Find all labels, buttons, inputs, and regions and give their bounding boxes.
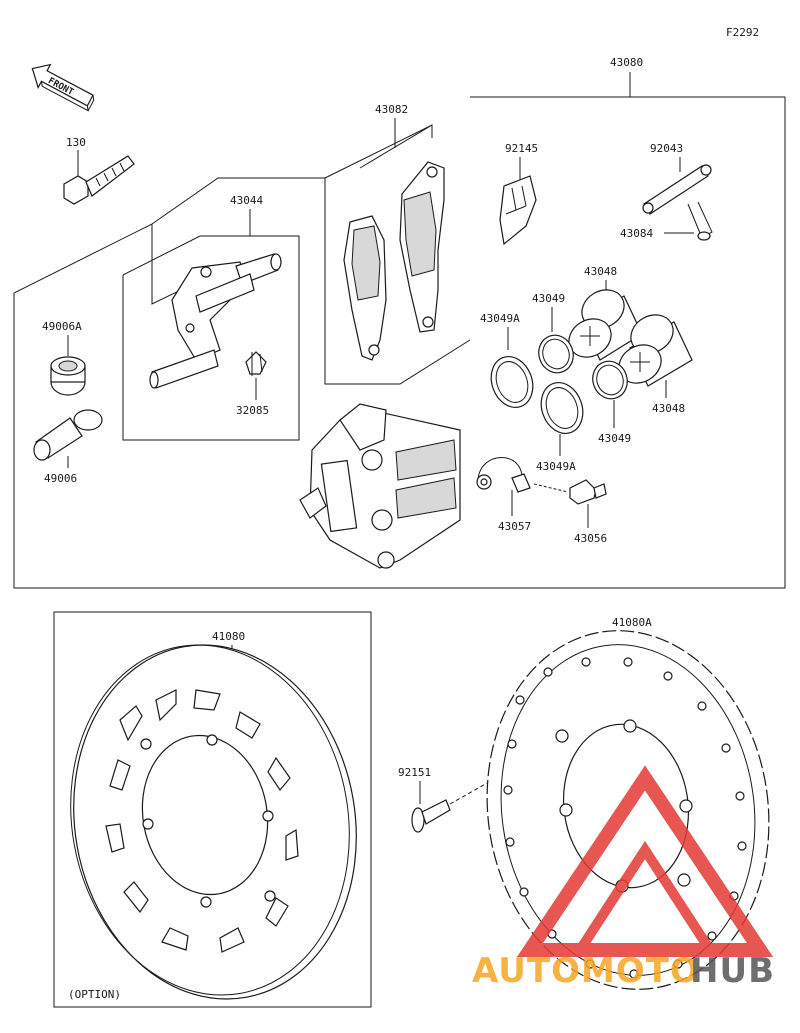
label-92043: 92043 (650, 142, 684, 155)
front-label: FRONT (46, 76, 75, 98)
caliper-body (300, 404, 460, 568)
label-43049A-top: 43049A (480, 312, 520, 325)
label-43057: 43057 (498, 520, 532, 533)
spring-92145 (500, 176, 536, 244)
label-130: 130 (66, 136, 86, 149)
label-41080A: 41080A (612, 616, 652, 629)
label-49006A: 49006A (42, 320, 82, 333)
brake-pad-right (400, 162, 444, 332)
pin-49006 (34, 410, 102, 460)
label-92151: 92151 (398, 766, 432, 779)
option-label: (OPTION) (68, 988, 121, 1001)
seal-43049A-top (484, 351, 539, 414)
clip-32085 (246, 352, 266, 376)
label-43049A-bottom: 43049A (536, 460, 576, 473)
label-43044: 43044 (230, 194, 264, 207)
watermark-text-b: HUB (690, 951, 775, 991)
brake-pad-left (344, 216, 386, 360)
label-43082: 43082 (375, 103, 409, 116)
front-arrow-icon (26, 58, 99, 113)
cap-43057 (477, 458, 530, 493)
label-49006: 49006 (44, 472, 78, 485)
label-43084: 43084 (620, 227, 654, 240)
bolt-130 (64, 156, 134, 204)
label-43048-top: 43048 (584, 265, 618, 278)
label-41080: 41080 (212, 630, 246, 643)
label-43080: 43080 (610, 56, 644, 69)
label-43048-bottom: 43048 (652, 402, 686, 415)
valve-43056 (570, 480, 606, 504)
bolt-92151 (412, 800, 450, 832)
clip-43084 (688, 202, 712, 240)
watermark-text-a: AUTOMOTO (472, 951, 700, 991)
label-43049-bottom: 43049 (598, 432, 632, 445)
label-32085: 32085 (236, 404, 270, 417)
seal-49006A (51, 357, 85, 395)
pin-92043 (643, 165, 711, 214)
label-92145: 92145 (505, 142, 539, 155)
label-43056: 43056 (574, 532, 608, 545)
seal-43049A-bottom (534, 377, 589, 440)
label-43049-top: 43049 (532, 292, 566, 305)
disc-41080 (44, 622, 384, 1021)
diagram-code: F2292 (726, 26, 760, 39)
